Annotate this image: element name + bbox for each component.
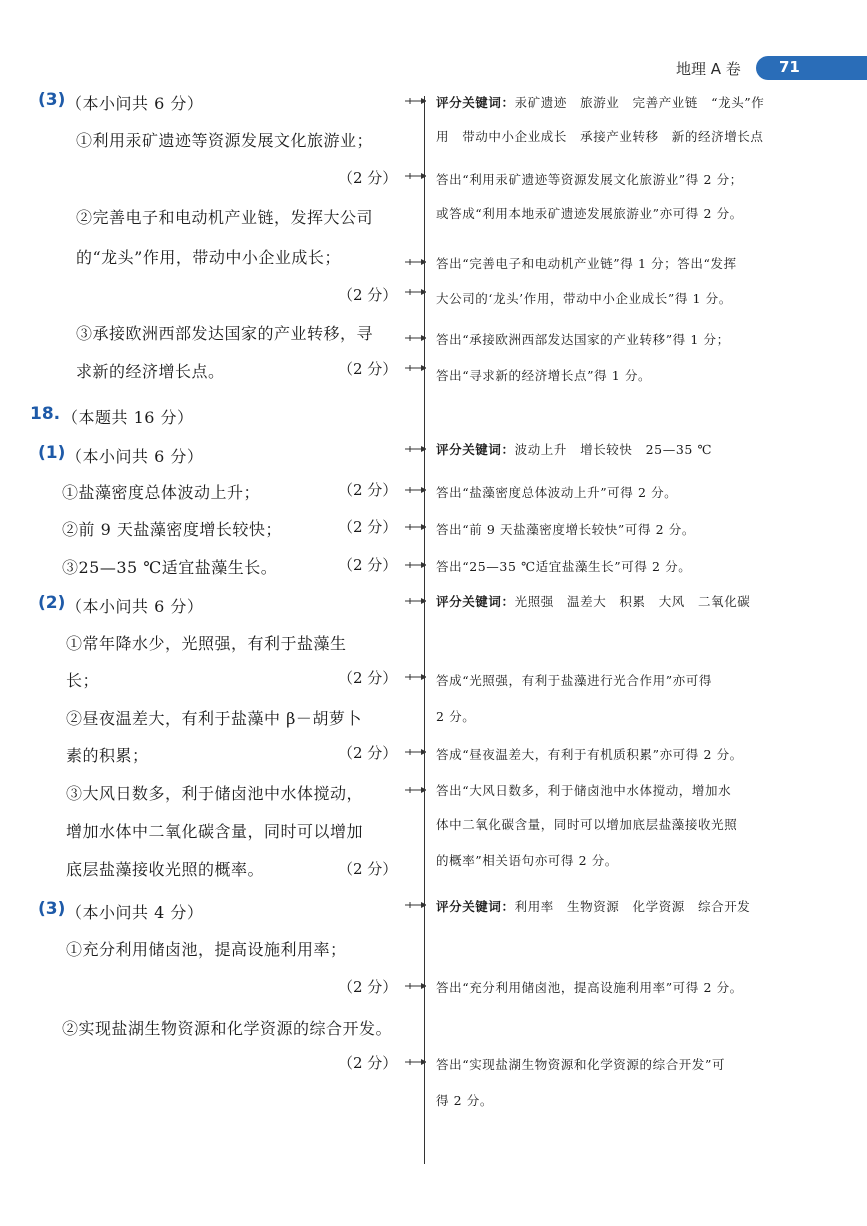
answer-line: ①常年降水少，光照强，有利于盐藻生	[66, 634, 347, 653]
points-label: （2 分）	[338, 556, 398, 574]
arrow-connector-icon	[404, 333, 426, 343]
points-label: （2 分）	[338, 518, 398, 536]
answer-line: 底层盐藻接收光照的概率。	[66, 860, 265, 879]
answer-line: 增加水体中二氧化碳含量，同时可以增加	[66, 822, 364, 841]
keyword-label: 评分关键词：	[436, 594, 515, 609]
arrow-connector-icon	[404, 257, 426, 267]
rubric-line: 2 分。	[436, 709, 476, 724]
points-label: （2 分）	[338, 860, 398, 878]
rubric-line: 答出“完善电子和电动机产业链”得 1 分；答出“发挥	[436, 256, 737, 271]
arrow-connector-icon	[404, 900, 426, 910]
answer-line: 的“龙头”作用，带动中小企业成长；	[76, 248, 341, 267]
answer-line: ③承接欧洲西部发达国家的产业转移，寻	[76, 324, 374, 343]
arrow-connector-icon	[404, 596, 426, 606]
keyword-line	[436, 93, 764, 111]
keyword-line	[436, 897, 750, 915]
arrow-connector-icon	[404, 485, 426, 495]
answer-line: ①利用汞矿遗迹等资源发展文化旅游业；	[76, 131, 374, 150]
arrow-connector-icon	[404, 363, 426, 373]
rubric-line: 答出“寻求新的经济增长点”得 1 分。	[436, 368, 652, 383]
answer-line: ①充分利用储卤池，提高设施利用率；	[66, 940, 347, 959]
answer-line: ③大风日数多，利于储卤池中水体搅动，	[66, 784, 364, 803]
points-label: （2 分）	[338, 978, 398, 996]
arrow-connector-icon	[404, 747, 426, 757]
question-18-1-number: (1)	[38, 443, 66, 463]
arrow-connector-icon	[404, 522, 426, 532]
answer-line: ②实现盐湖生物资源和化学资源的综合开发。	[62, 1019, 393, 1038]
question-17-3-score: （本小问共 6 分）	[66, 94, 204, 113]
answer-line: ③25—35 ℃适宜盐藻生长。	[62, 558, 278, 577]
points-label: （2 分）	[338, 481, 398, 499]
keyword-line	[436, 592, 750, 610]
rubric-line: 答成“光照强，有利于盐藻进行光合作用”亦可得	[436, 673, 712, 688]
rubric-line: 答出“前 9 天盐藻密度增长较快”可得 2 分。	[436, 522, 695, 537]
points-label: （2 分）	[338, 744, 398, 762]
arrow-connector-icon	[404, 1057, 426, 1067]
points-label: （2 分）	[338, 669, 398, 687]
points-label: （2 分）	[338, 360, 398, 378]
keyword-text: 波动上升 增长较快 25—35 ℃	[514, 442, 713, 457]
answer-line: ②完善电子和电动机产业链，发挥大公司	[76, 208, 374, 227]
keyword-text: 光照强 温差大 积累 大风 二氧化碳	[514, 594, 751, 609]
arrow-connector-icon	[404, 287, 426, 297]
rubric-line: 答成“昼夜温差大，有利于有机质积累”亦可得 2 分。	[436, 747, 743, 762]
rubric-line: 答出“盐藻密度总体波动上升”可得 2 分。	[436, 485, 678, 500]
rubric-line: 或答成“利用本地汞矿遗迹发展旅游业”亦可得 2 分。	[436, 206, 743, 221]
arrow-connector-icon	[404, 560, 426, 570]
rubric-line: 得 2 分。	[436, 1093, 493, 1108]
points-label: （2 分）	[338, 286, 398, 304]
question-18-score: （本题共 16 分）	[62, 408, 194, 427]
keyword-label: 评分关键词：	[436, 442, 515, 457]
rubric-line: 答出“实现盐湖生物资源和化学资源的综合开发”可	[436, 1057, 726, 1072]
arrow-connector-icon	[404, 981, 426, 991]
points-label: （2 分）	[338, 1054, 398, 1072]
keyword-line	[436, 440, 712, 458]
answer-line: 求新的经济增长点。	[76, 362, 225, 381]
rubric-line: 答出“25—35 ℃适宜盐藻生长”可得 2 分。	[436, 559, 692, 574]
keyword-label: 评分关键词：	[436, 899, 515, 914]
answer-line: ①盐藻密度总体波动上升；	[62, 483, 261, 502]
question-17-3-number: (3)	[38, 90, 66, 110]
rubric-line: 答出“大风日数多，利于储卤池中水体搅动，增加水	[436, 783, 732, 798]
answer-line: 长；	[66, 671, 100, 690]
rubric-line: 的概率”相关语句亦可得 2 分。	[436, 853, 618, 868]
question-18-number: 18.	[30, 404, 61, 424]
keyword-label: 评分关键词：	[436, 95, 515, 110]
answer-line: 素的积累；	[66, 746, 149, 765]
rubric-line: 体中二氧化碳含量，同时可以增加底层盐藻接收光照	[436, 817, 738, 832]
arrow-connector-icon	[404, 171, 426, 181]
page-number: 71	[779, 58, 800, 76]
keyword-text: 利用率 生物资源 化学资源 综合开发	[514, 899, 751, 914]
rubric-line: 用 带动中小企业成长 承接产业转移 新的经济增长点	[436, 129, 764, 144]
section-title: 地理 A 卷	[676, 60, 741, 78]
arrow-connector-icon	[404, 672, 426, 682]
keyword-text: 汞矿遗迹 旅游业 完善产业链 “龙头”作	[514, 95, 765, 110]
answer-line: ②前 9 天盐藻密度增长较快；	[62, 520, 282, 539]
points-label: （2 分）	[338, 169, 398, 187]
question-18-2-number: (2)	[38, 593, 66, 613]
rubric-line: 答出“利用汞矿遗迹等资源发展文化旅游业”得 2 分；	[436, 172, 743, 187]
rubric-line: 大公司的‘龙头’作用，带动中小企业成长”得 1 分。	[436, 291, 732, 306]
answer-line: ②昼夜温差大，有利于盐藻中 β－胡萝卜	[66, 709, 362, 728]
rubric-line: 答出“充分利用储卤池，提高设施利用率”可得 2 分。	[436, 980, 743, 995]
rubric-line: 答出“承接欧洲西部发达国家的产业转移”得 1 分；	[436, 332, 730, 347]
page-tab	[756, 56, 867, 80]
question-18-1-score: （本小问共 6 分）	[66, 447, 204, 466]
arrow-connector-icon	[404, 785, 426, 795]
question-18-2-score: （本小问共 6 分）	[66, 597, 204, 616]
question-18-3-number: (3)	[38, 899, 66, 919]
arrow-connector-icon	[404, 444, 426, 454]
question-18-3-score: （本小问共 4 分）	[66, 903, 204, 922]
arrow-connector-icon	[404, 96, 426, 106]
